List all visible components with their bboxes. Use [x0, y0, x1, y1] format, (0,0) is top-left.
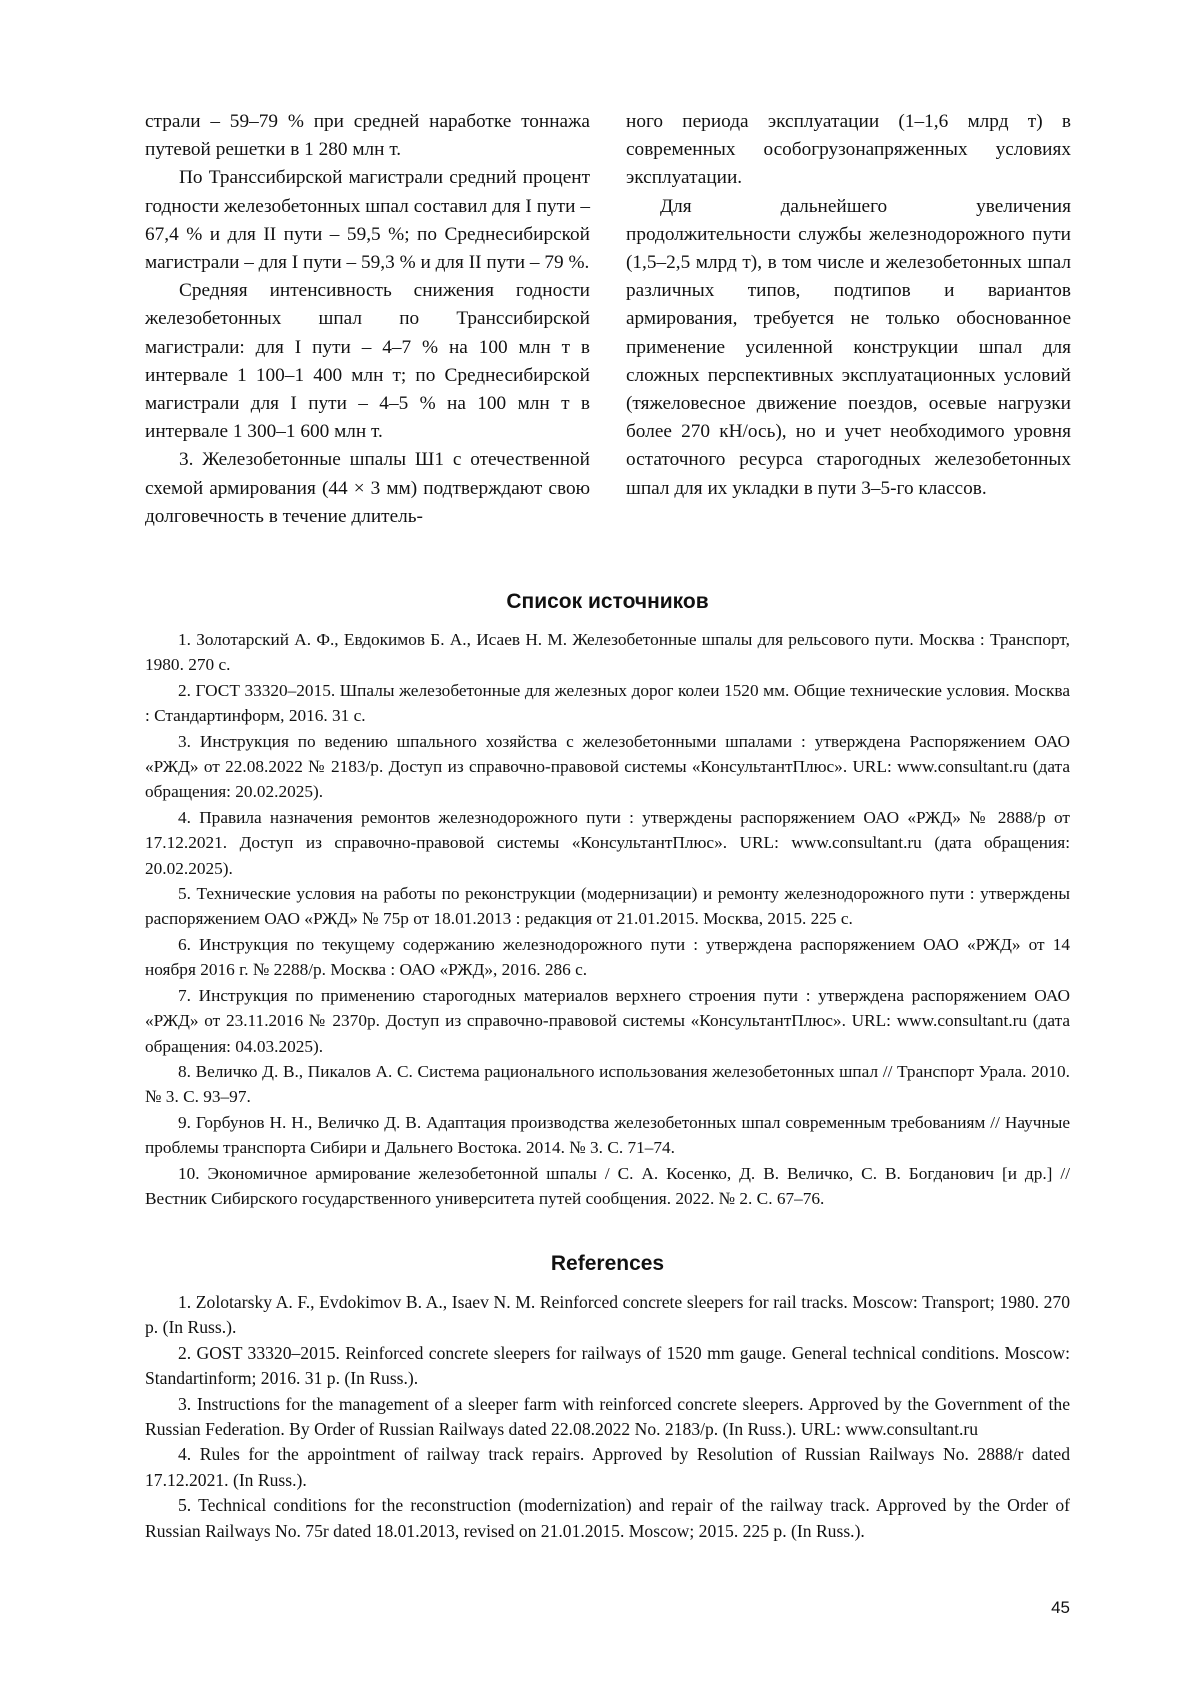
list-item: 4. Rules for the appointment of railway track repairs. Approved by Resolution of Russian Railways No. 2888/r dated 17.12.2021. (In Russ.). — [145, 1442, 1070, 1493]
list-item: 3. Instructions for the management of a sleeper farm with reinforced concrete sleepers. Approved by the Government of the Russian Federation. By Order of Russian Railways dated 22.08.2022 No. 2183/p. (In Russ.). URL: www.consultant.ru — [145, 1392, 1070, 1443]
list-item: 10. Экономичное армирование железобетонной шпалы / С. А. Косенко, Д. В. Величко, С. В. Богданович [и др.] // Вестник Сибирского государственного университета путей сообщения. 2022. № 2. С. 67–76. — [145, 1161, 1070, 1212]
paragraph: страли – 59–79 % при средней наработке тоннажа путевой решетки в 1 280 млн т. — [145, 108, 590, 164]
list-item: 9. Горбунов Н. Н., Величко Д. В. Адаптация производства железобетонных шпал современным требованиям // Научные проблемы транспорта Сибири и Дальнего Востока. 2014. № 3. С. 71–74. — [145, 1110, 1070, 1161]
list-item: 1. Золотарский А. Ф., Евдокимов Б. А., Исаев Н. М. Железобетонные шпалы для рельсового пути. Москва : Транспорт, 1980. 270 с. — [145, 627, 1070, 678]
list-item: 2. GOST 33320–2015. Reinforced concrete sleepers for railways of 1520 mm gauge. General technical conditions. Moscow: Standartinform; 2016. 31 p. (In Russ.). — [145, 1341, 1070, 1392]
references-heading: References — [145, 1252, 1070, 1276]
paragraph: 3. Железобетонные шпалы Ш1 с отечественной схемой армирования (44 × 3 мм) подтверждают свою долговечность в течение длитель- — [145, 446, 590, 531]
document-page — [0, 0, 1200, 1697]
references-list — [145, 1290, 1070, 1544]
list-item: 5. Technical conditions for the reconstruction (modernization) and repair of the railway track. Approved by the Order of Russian Railways No. 75r dated 18.01.2013, revised on 21.01.2015. Moscow; 2015. 225 p. (In Russ.). — [145, 1493, 1070, 1544]
list-item: 4. Правила назначения ремонтов железнодорожного пути : утверждены распоряжением ОАО «РЖД» № 2888/р от 17.12.2021. Доступ из справочно-правовой системы «КонсультантПлюс». URL: www.consultant.ru (дата обращения: 20.02.2025). — [145, 805, 1070, 881]
paragraph: По Транссибирской магистрали средний процент годности железобетонных шпал составил для I пути – 67,4 % и для II пути – 59,5 %; по Среднесибирской магистрали – для I пути – 59,3 % и для II пути – 79 %. — [145, 164, 590, 277]
list-item: 2. ГОСТ 33320–2015. Шпалы железобетонные для железных дорог колеи 1520 мм. Общие технические условия. Москва : Стандартинформ, 2016. 31 с. — [145, 678, 1070, 729]
paragraph: ного периода эксплуатации (1–1,6 млрд т) в современных особогрузонапряженных условиях эксплуатации. — [626, 108, 1071, 193]
body-text-right-column — [626, 108, 1071, 503]
list-item: 3. Инструкция по ведению шпального хозяйства с железобетонными шпалами : утверждена Распоряжением ОАО «РЖД» от 22.08.2022 № 2183/р. Доступ из справочно-правовой системы «КонсультантПлюс». URL: www.consultant.ru (дата обращения: 20.02.2025). — [145, 729, 1070, 805]
list-item: 6. Инструкция по текущему содержанию железнодорожного пути : утверждена распоряжением ОАО «РЖД» от 14 ноября 2016 г. № 2288/р. Москва : ОАО «РЖД», 2016. 286 с. — [145, 932, 1070, 983]
paragraph: Для дальнейшего увеличения продолжительности службы железнодорожного пути (1,5–2,5 млрд т), в том числе и железобетонных шпал различных типов, подтипов и вариантов армирования, требуется не только обоснованное применение усиленной конструкции шпал для сложных перспективных эксплуатационных условий (тяжеловесное движение поездов, осевые нагрузки более 270 кН/ось), но и учет необходимого уровня остаточного ресурса старогодных железобетонных шпал для их укладки в пути 3–5-го классов. — [626, 193, 1071, 503]
paragraph: Средняя интенсивность снижения годности железобетонных шпал по Транссибирской магистрали: для I пути – 4–7 % на 100 млн т в интервале 1 100–1 400 млн т; по Среднесибирской магистрали для I пути – 4–5 % на 100 млн т в интервале 1 300–1 600 млн т. — [145, 277, 590, 446]
list-item: 1. Zolotarsky A. F., Evdokimov B. A., Isaev N. M. Reinforced concrete sleepers for rail tracks. Moscow: Transport; 1980. 270 p. (In Russ.). — [145, 1290, 1070, 1341]
list-item: 8. Величко Д. В., Пикалов А. С. Система рационального использования железобетонных шпал // Транспорт Урала. 2010. № 3. С. 93–97. — [145, 1059, 1070, 1110]
list-item: 5. Технические условия на работы по реконструкции (модернизации) и ремонту железнодорожного пути : утверждены распоряжением ОАО «РЖД» № 75р от 18.01.2013 : редакция от 21.01.2015. Москва, 2015. 225 с. — [145, 881, 1070, 932]
sources-heading: Список источников — [145, 590, 1070, 614]
page-number: 45 — [1030, 1598, 1070, 1618]
body-text-left-column — [145, 108, 590, 531]
list-item: 7. Инструкция по применению старогодных материалов верхнего строения пути : утверждена распоряжением ОАО «РЖД» от 23.11.2016 № 2370р. Доступ из справочно-правовой системы «КонсультантПлюс». URL: www.consultant.ru (дата обращения: 04.03.2025). — [145, 983, 1070, 1059]
sources-list — [145, 627, 1070, 1211]
